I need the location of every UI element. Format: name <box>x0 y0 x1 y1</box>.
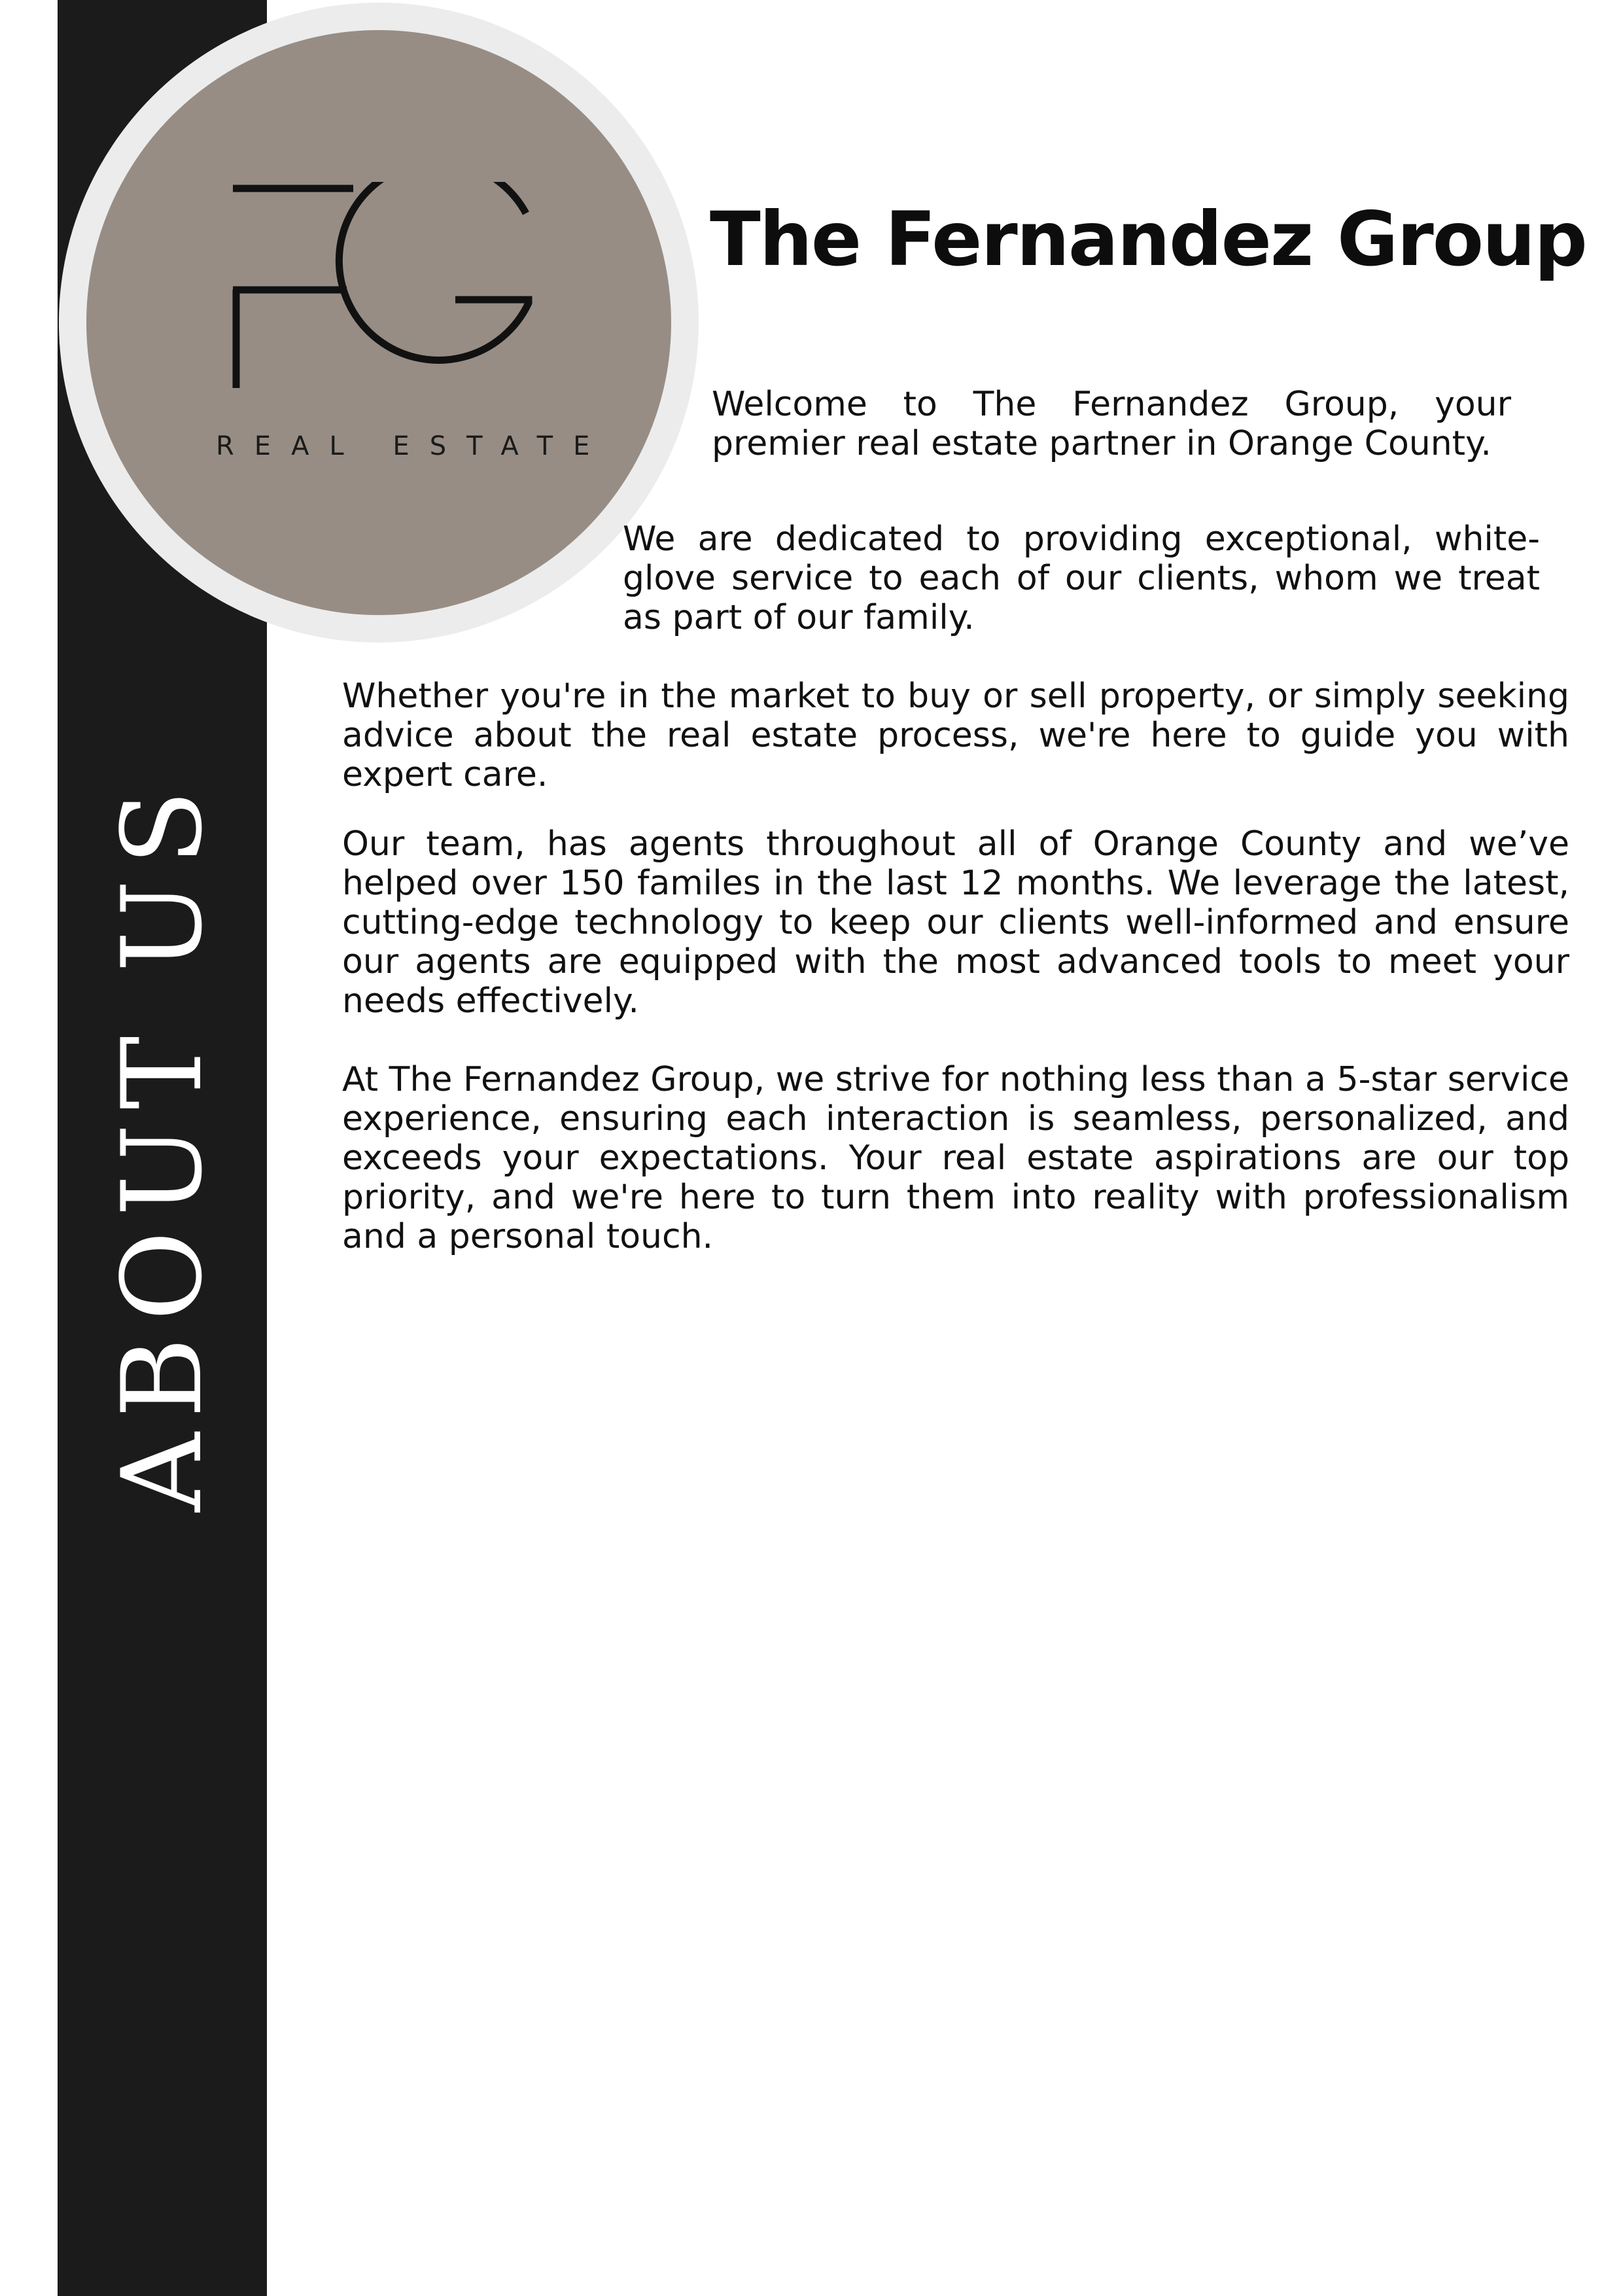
fg-monogram-logo <box>225 182 539 391</box>
guidance-paragraph: Whether you're in the market to buy or sell property, or simply seeking advice about the real estate process, we're here to guide you with expert care. <box>342 677 1569 794</box>
team-paragraph: Our team, has agents throughout all of Orange County and we’ve helped over 150 familes in the last 12 months. We leverage the latest, cutting-edge technology to keep our clients well-informed and ensure our agents are equipped with the most advanced tools to meet your needs effectively. <box>342 824 1569 1021</box>
intro-paragraph: Welcome to The Fernandez Group, your premier real estate partner in Orange County. <box>712 385 1511 463</box>
promise-paragraph: At The Fernandez Group, we strive for nothing less than a 5-star service experience, ensuring each interaction is seamless, personalized, and exceeds your expectations. Your real estate aspirations are our top priority, and we're here to turn them into reality with professionalism and a personal touch. <box>342 1060 1569 1256</box>
page-title: The Fernandez Group <box>710 196 1586 283</box>
logo-subtitle: REAL ESTATE <box>216 431 610 461</box>
about-us-label: ABOUT US <box>98 775 226 1512</box>
service-paragraph: We are dedicated to providing exceptional, white-glove service to each of our clients, whom we treat as part of our family. <box>623 520 1540 637</box>
